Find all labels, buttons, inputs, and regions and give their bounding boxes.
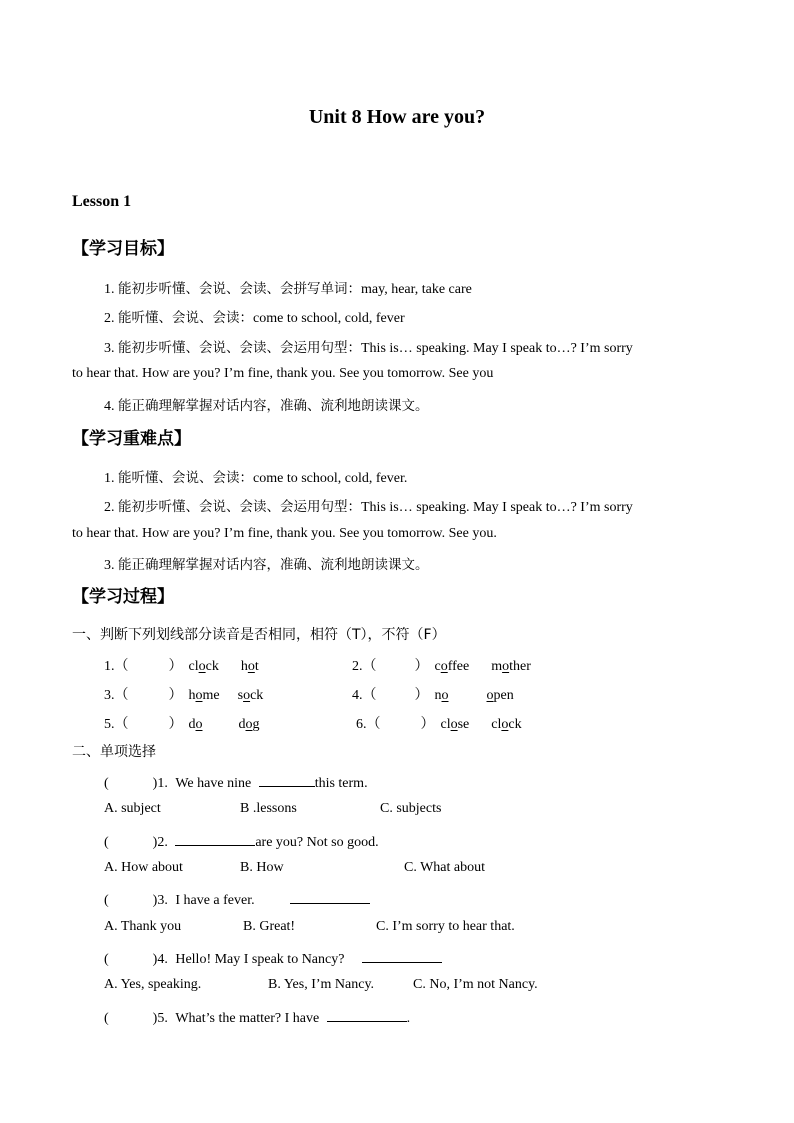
- judge-num: 3.: [104, 688, 115, 703]
- word-2: open: [486, 688, 514, 703]
- goal-num: 2.: [104, 311, 115, 326]
- word-2: dog: [238, 717, 260, 732]
- goal-num: 4.: [104, 399, 115, 414]
- process-header: 【学习过程】: [72, 587, 174, 607]
- judge-item-6: 6.（ ） close clock: [356, 717, 522, 732]
- answer-blank: [290, 889, 370, 904]
- goal-item: [104, 336, 633, 357]
- word-1: close: [440, 717, 470, 732]
- judge-num: 2.: [352, 659, 363, 674]
- word-2: sock: [237, 688, 264, 703]
- goal-item: [104, 306, 405, 327]
- option-a: A. Yes, speaking.: [104, 977, 202, 992]
- goal-item: [104, 394, 429, 415]
- difficulties-header: 【学习重难点】: [72, 429, 191, 449]
- judge-num: 5.: [104, 717, 115, 732]
- difficulty-continuation: to hear that. How are you? I’m fine, thank you. See you tomorrow. See you.: [72, 526, 497, 541]
- word-1: home: [188, 688, 220, 703]
- mc-options-1: [104, 801, 161, 817]
- judge-item-5: 5.（ ） do dog: [104, 717, 260, 732]
- answer-blank: [327, 1007, 407, 1022]
- answer-blank: [259, 772, 315, 787]
- option-b: B. Yes, I’m Nancy.: [268, 977, 375, 992]
- goal-cn: 能听懂、会说、会读：: [118, 310, 253, 326]
- answer-blank: [362, 948, 442, 963]
- judge-item-4: 4.（ ） no open: [352, 688, 514, 703]
- goal-en: may, hear, take care: [361, 282, 472, 297]
- word-2: mother: [491, 659, 531, 674]
- option-a: A. subject: [104, 801, 161, 816]
- word-2: clock: [491, 717, 522, 732]
- difficulty-num: 1.: [104, 471, 115, 486]
- word-1: coffee: [434, 659, 470, 674]
- goal-cn: 能初步听懂、会说、会读、会拼写单词：: [118, 281, 361, 297]
- goal-continuation: to hear that. How are you? I’m fine, thank you. See you tomorrow. See you: [72, 366, 494, 381]
- goal-en: come to school, cold, fever: [253, 311, 405, 326]
- word-1: no: [434, 688, 449, 703]
- judge-num: 1.: [104, 659, 115, 674]
- lesson-heading: Lesson 1: [72, 193, 132, 210]
- mc-question-3: ( )3. I have a fever.: [104, 889, 370, 909]
- mc-question-1: ( )1. We have nine this term.: [104, 772, 368, 792]
- part2-instruction: 二、单项选择: [72, 744, 156, 760]
- part1-instruction: 一、判断下列划线部分读音是否相同，相符（T），不符（F）: [72, 627, 446, 643]
- word-1: clock: [188, 659, 219, 674]
- option-b: B. How: [240, 860, 284, 875]
- goal-cn: 能初步听懂、会说、会读、会运用句型：: [118, 340, 361, 356]
- goal-item: [104, 277, 472, 298]
- judge-item-3: 3.（ ） home sock: [104, 688, 264, 703]
- option-c: C. What about: [404, 860, 486, 875]
- mc-question-2: ( )2. are you? Not so good.: [104, 831, 379, 851]
- option-b: B. Great!: [243, 919, 296, 934]
- difficulty-cn: 能初步听懂、会说、会读、会运用句型：: [118, 499, 361, 515]
- judge-item-2: 2.（ ） coffee mother: [352, 659, 531, 674]
- goals-header: 【学习目标】: [72, 239, 174, 259]
- option-c: C. I’m sorry to hear that.: [376, 919, 515, 934]
- goal-num: 1.: [104, 282, 115, 297]
- option-c: C. No, I’m not Nancy.: [413, 977, 538, 992]
- goal-en: This is… speaking. May I speak to…? I’m sorry: [361, 341, 633, 356]
- judge-item-1: 1.（ ） clock hot: [104, 659, 259, 674]
- page-title: Unit 8 How are you?: [308, 106, 486, 128]
- difficulty-num: 3.: [104, 558, 115, 573]
- answer-blank: [175, 831, 255, 846]
- difficulty-en: come to school, cold, fever.: [253, 471, 408, 486]
- difficulty-cn: 能听懂、会说、会读：: [118, 470, 253, 486]
- goal-num: 3.: [104, 341, 115, 356]
- mc-question-5: ( )5. What’s the matter? I have .: [104, 1007, 410, 1027]
- difficulty-cn: 能正确理解掌握对话内容，准确、流利地朗读课文。: [118, 557, 429, 573]
- judge-num: 4.: [352, 688, 363, 703]
- word-2: hot: [240, 659, 259, 674]
- word-1: do: [188, 717, 203, 732]
- difficulty-item: [104, 495, 633, 516]
- goal-cn: 能正确理解掌握对话内容，准确、流利地朗读课文。: [118, 398, 429, 414]
- difficulty-item: [104, 553, 429, 574]
- difficulty-num: 2.: [104, 500, 115, 515]
- difficulty-item: [104, 466, 407, 487]
- mc-question-4: ( )4. Hello! May I speak to Nancy?: [104, 948, 442, 968]
- option-a: A. Thank you: [104, 919, 182, 934]
- difficulty-en: This is… speaking. May I speak to…? I’m sorry: [361, 500, 633, 515]
- option-c: C. subjects: [380, 801, 442, 816]
- option-b: B .lessons: [240, 801, 297, 816]
- option-a: A. How about: [104, 860, 183, 875]
- judge-num: 6.: [356, 717, 367, 732]
